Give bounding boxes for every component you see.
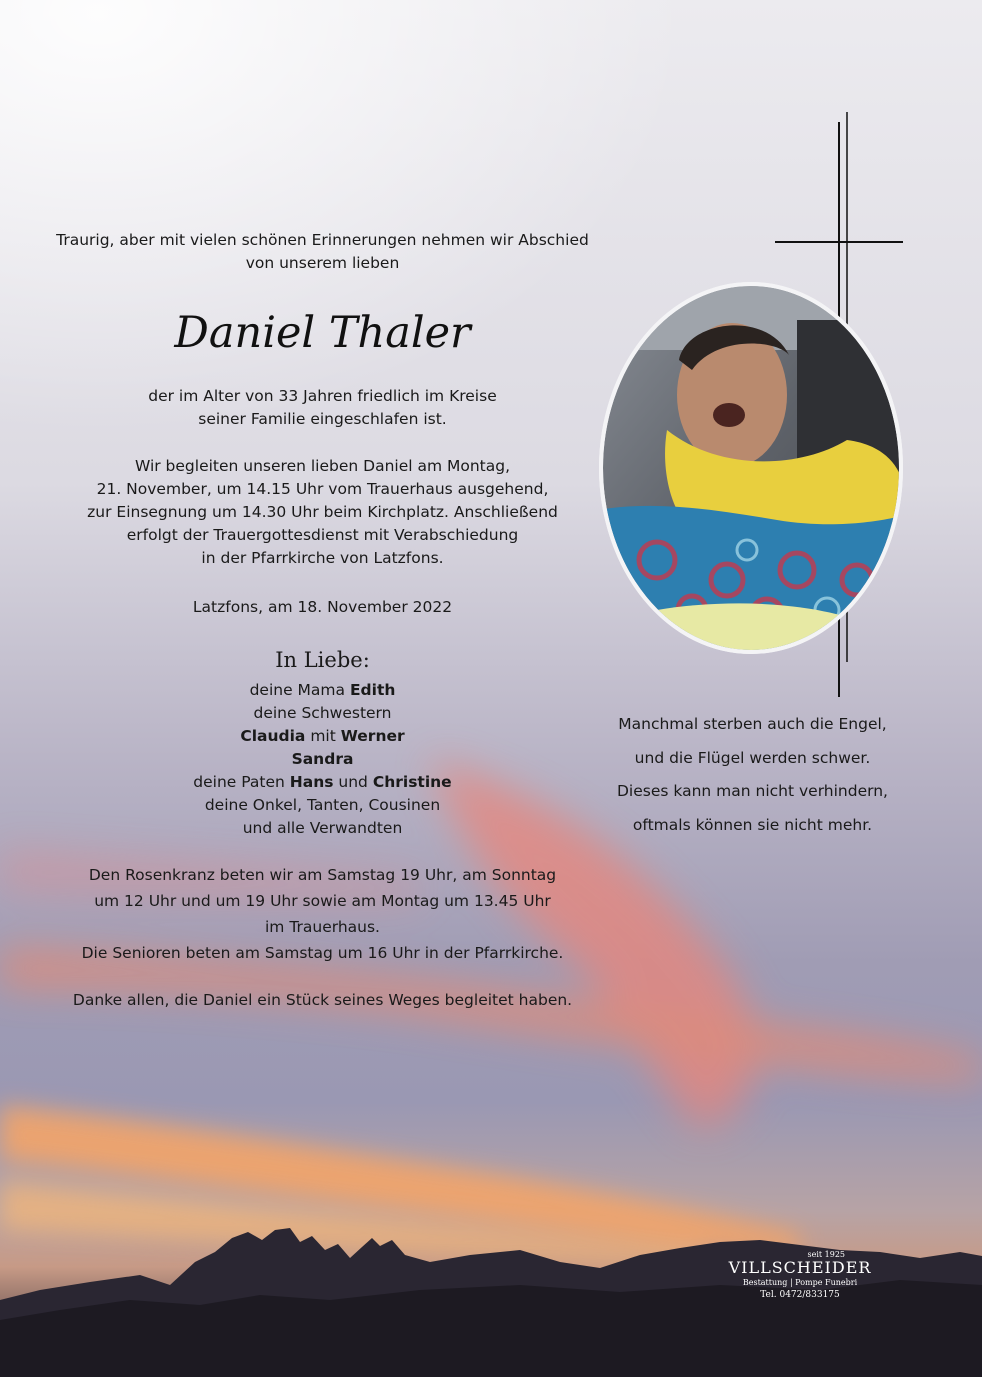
thanks-text: Danke allen, die Daniel ein Stück seines Weges begleitet haben. xyxy=(72,991,573,1009)
age-line-1: der im Alter von 33 Jahren friedlich im Kreise xyxy=(148,387,497,405)
poem-line: Manchmal sterben auch die Engel, xyxy=(618,715,887,733)
rosary-text xyxy=(60,862,585,966)
partner-1-name: Werner xyxy=(340,727,405,745)
age-line-2: seiner Familie eingeschlafen ist. xyxy=(198,410,447,428)
mourner-sister-1 xyxy=(60,725,585,748)
logo-since: seit 1925 xyxy=(807,1250,845,1259)
logo-subtitle: Bestattung | Pompe Funebri xyxy=(742,1278,858,1287)
sisters-label: deine Schwestern xyxy=(253,704,392,722)
rosary-line: im Trauerhaus. xyxy=(264,918,380,936)
logo-brand: VILLSCHEIDER xyxy=(728,1258,872,1277)
funeral-home-logo xyxy=(725,1250,875,1302)
rosary-line: Den Rosenkranz beten wir am Samstag 19 Uhr, am Sonntag xyxy=(88,866,557,884)
poem xyxy=(600,708,905,842)
intro-text xyxy=(50,229,595,275)
poem-line: und die Flügel werden schwer. xyxy=(634,748,871,767)
rosary-line: um 12 Uhr und um 19 Uhr sowie am Montag um 13.45 Uhr xyxy=(94,892,551,910)
logo-phone: Tel. 0472/833175 xyxy=(760,1290,840,1300)
funeral-line: zur Einsegnung um 14.30 Uhr beim Kirchplatz. Anschließend xyxy=(87,503,558,521)
and-word: und xyxy=(333,773,373,791)
with-word: mit xyxy=(305,727,341,745)
funeral-line: Wir begleiten unseren lieben Daniel am Montag, xyxy=(134,457,511,475)
intro-line-1: Traurig, aber mit vielen schönen Erinnerungen nehmen wir Abschied xyxy=(56,231,589,249)
relatives-line-2: und alle Verwandten xyxy=(242,819,403,837)
godparent-1-name: Hans xyxy=(289,773,334,791)
in-love-heading: In Liebe: xyxy=(275,648,370,672)
sister-1-name: Claudia xyxy=(240,727,306,745)
deceased-name: Daniel Thaler xyxy=(174,308,471,358)
funeral-line: in der Pfarrkirche von Latzfons. xyxy=(201,549,444,567)
mourner-sister-2 xyxy=(60,748,585,771)
mourners-list xyxy=(60,679,585,840)
poem-line: Dieses kann man nicht verhindern, xyxy=(617,782,888,800)
funeral-details xyxy=(60,455,585,570)
mourner-mama xyxy=(60,679,585,702)
rosary-line: Die Senioren beten am Samstag um 16 Uhr in der Pfarrkirche. xyxy=(81,944,564,962)
funeral-line: erfolgt der Trauergottesdienst mit Verabschiedung xyxy=(126,526,519,544)
place-date: Latzfons, am 18. November 2022 xyxy=(192,598,453,616)
age-text xyxy=(60,385,585,431)
intro-line-2: von unserem lieben xyxy=(245,254,400,272)
relatives-line-1: deine Onkel, Tanten, Cousinen xyxy=(204,796,441,814)
sister-2-name: Sandra xyxy=(291,750,354,768)
mama-name: Edith xyxy=(349,681,396,699)
poem-line: oftmals können sie nicht mehr. xyxy=(632,815,873,834)
godparent-2-name: Christine xyxy=(372,773,452,791)
portrait-photo xyxy=(597,280,905,656)
mama-prefix: deine Mama xyxy=(249,681,350,699)
godparents-prefix: deine Paten xyxy=(193,773,290,791)
funeral-line: 21. November, um 14.15 Uhr vom Trauerhaus ausgehend, xyxy=(96,480,549,498)
mourner-godparents xyxy=(60,771,585,794)
